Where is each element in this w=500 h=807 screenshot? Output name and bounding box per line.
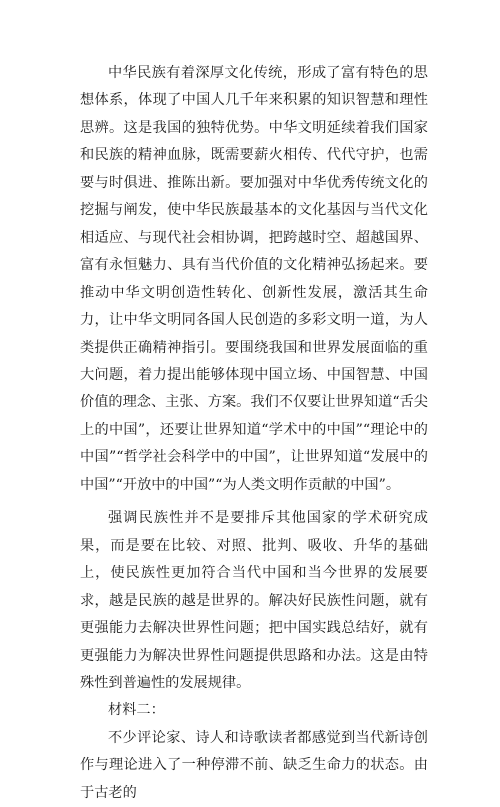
- section-paragraph: 不少评论家、诗人和诗歌读者都感觉到当代新诗创作与理论进入了一种停滞不前、缺乏生命力的状态。由于古老的: [80, 729, 428, 801]
- section-label: 材料二：: [108, 702, 165, 719]
- paragraph-1: 中华民族有着深厚文化传统，形成了富有特色的思想体系，体现了中国人几千年来积累的知识智慧和理性思辨。这是我国的独特优势。中华文明延续着我们国家和民族的精神血脉，既需要薪火相传、代代守护，也需要与时俱进、推陈出新。要加强对中华优秀传统文化的挖掘与阐发，使中华民族最基本的文化基因与当代文化相适应、与现代社会相协调，把跨越时空、超越国界、富有永恒魅力、具有当代价值的文化精神弘扬起来。要推动中华文明创造性转化、创新性发展，激活其生命力，让中华文明同各国人民创造的多彩文明一道，为人类提供正确精神指引。要围绕我国和世界发展面临的重大问题，着力提出能够体现中国立场、中国智慧、中国价值的理念、主张、方案。我们不仅要让世界知道“舌尖上的中国”，还要让世界知道“学术中的中国”“理论中的中国”“哲学社会科学中的中国”，让世界知道“发展中的中国”“开放中的中国”“为人类文明作贡献的中国”。: [80, 65, 428, 493]
- paragraph-2: 强调民族性并不是要排斥其他国家的学术研究成果，而是要在比较、对照、批判、吸收、升华的基础上，使民族性更加符合当代中国和当今世界的发展要求，越是民族的越是世界的。解决好民族性问题，就有更强能力去解决世界性问题；把中国实践总结好，就有更强能力为解决世界性问题提供思路和办法。这是由特殊性到普遍性的发展规律。: [80, 510, 428, 691]
- document-page: [80, 60, 428, 807]
